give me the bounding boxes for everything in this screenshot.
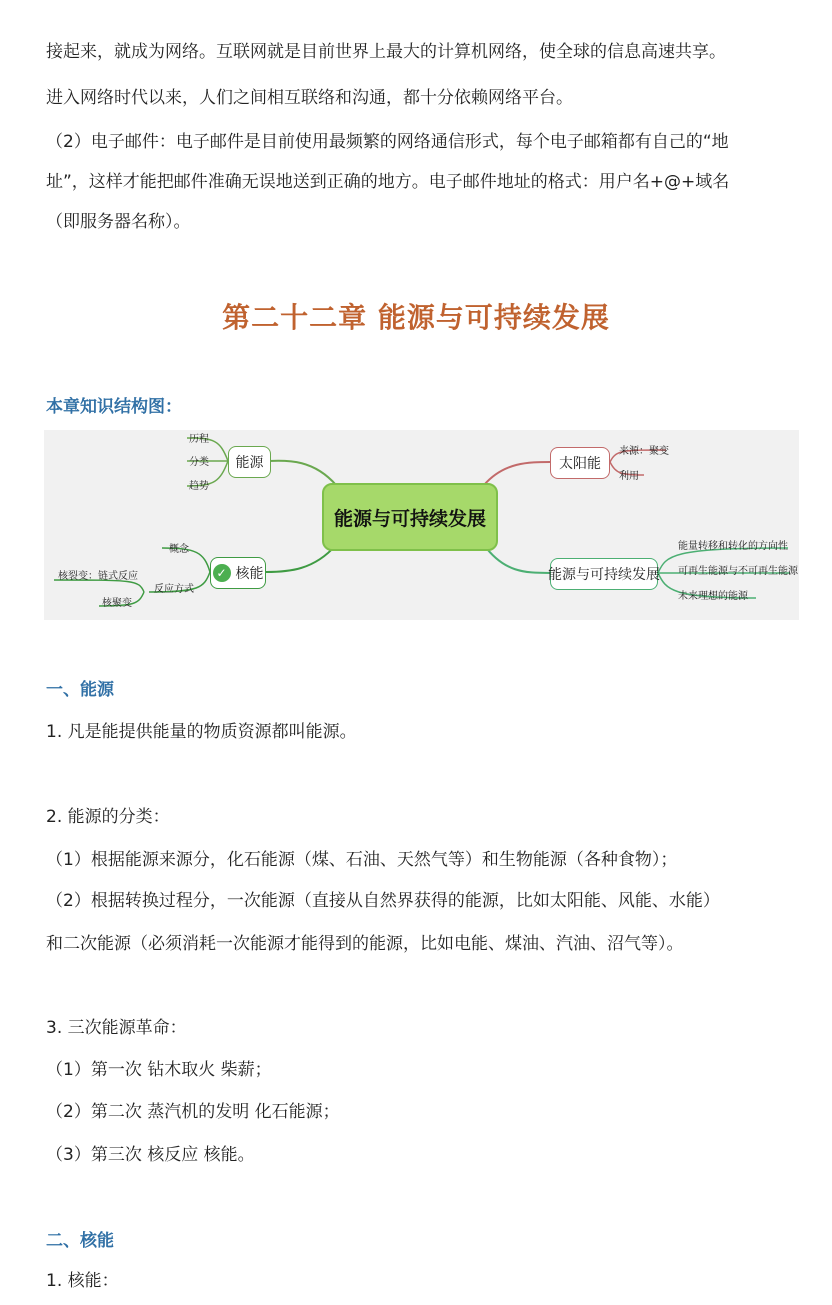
paragraph-line: （3）第三次 核反应 核能。 (46, 1145, 255, 1165)
leaf-reaction-mode: 反应方式 (154, 584, 194, 595)
topic-sustainable: 能源与可持续发展 (550, 558, 658, 590)
leaf-direction: 能量转移和转化的方向性 (678, 541, 788, 552)
leaf-classification: 分类 (189, 457, 209, 468)
paragraph-line: 接起来，就成为网络。互联网就是目前世界上最大的计算机网络，使全球的信息高速共享。 (46, 42, 726, 62)
section-heading: 二、核能 (46, 1231, 114, 1251)
paragraph-line: 和二次能源（必须消耗一次能源才能得到的能源，比如电能、煤油、汽油、沼气等）。 (46, 934, 684, 954)
paragraph-line: （1）第一次 钻木取火 柴薪； (46, 1060, 272, 1080)
topic-solar: 太阳能 (550, 447, 610, 479)
paragraph-line: （2）第二次 蒸汽机的发明 化石能源； (46, 1102, 340, 1122)
structure-heading: 本章知识结构图： (46, 397, 182, 417)
leaf-renewable: 可再生能源与不可再生能源 (678, 566, 798, 577)
chapter-title: 第二十二章 能源与可持续发展 (222, 301, 610, 334)
leaf-trend: 趋势 (189, 481, 209, 492)
leaf-fission: 核裂变：链式反应 (58, 571, 138, 582)
paragraph-line: 2. 能源的分类： (46, 807, 170, 827)
topic-energy: 能源 (228, 446, 271, 478)
topic-nuclear-label: 核能 (235, 566, 264, 582)
paragraph-line: 址”，这样才能把邮件准确无误地送到正确的地方。电子邮件地址的格式：用户名+@+域名 (46, 172, 730, 192)
knowledge-mind-map (44, 430, 799, 620)
topic-nuclear (210, 557, 266, 589)
leaf-concept: 概念 (169, 544, 189, 555)
paragraph-line: （2）根据转换过程分，一次能源（直接从自然界获得的能源，比如太阳能、风能、水能） (46, 891, 720, 911)
paragraph-line: 3. 三次能源革命： (46, 1018, 187, 1038)
leaf-ideal-energy: 未来理想的能源 (678, 591, 748, 602)
leaf-solar-source: 来源：聚变 (619, 446, 669, 457)
leaf-solar-use: 利用 (619, 471, 639, 482)
paragraph-line: 进入网络时代以来，人们之间相互联络和沟通，都十分依赖网络平台。 (46, 88, 573, 108)
mind-map-center-topic: 能源与可持续发展 (322, 483, 498, 551)
paragraph-line: （1）根据能源来源分，化石能源（煤、石油、天然气等）和生物能源（各种食物）； (46, 850, 678, 870)
section-heading: 一、能源 (46, 680, 114, 700)
paragraph-line: 1. 凡是能提供能量的物质资源都叫能源。 (46, 722, 357, 742)
paragraph-line: （2）电子邮件：电子邮件是目前使用最频繁的网络通信形式，每个电子邮箱都有自己的“地 (46, 132, 729, 152)
leaf-history: 历程 (189, 434, 209, 445)
leaf-fusion: 核聚变 (102, 598, 132, 609)
paragraph-line: 1. 核能： (46, 1271, 119, 1291)
paragraph-line: （即服务器名称）。 (46, 212, 191, 232)
checkmark-icon: ✓ (213, 564, 231, 582)
